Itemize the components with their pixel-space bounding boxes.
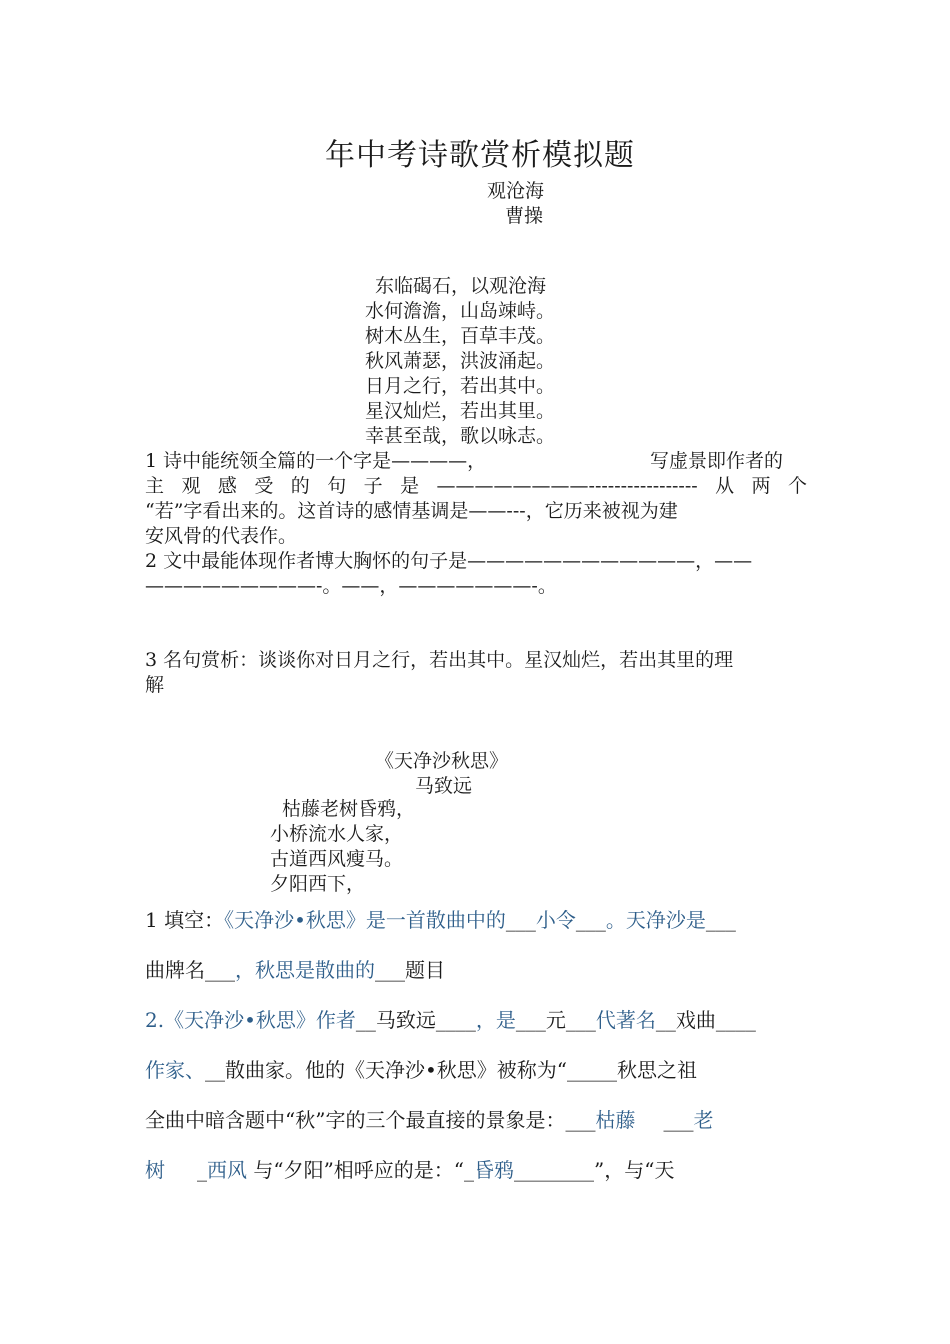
fill-text: 代著名 [595, 1008, 656, 1032]
poem-title: 观沧海 [487, 180, 545, 202]
question-1-line: 主观感受的句子是————————-----------------从两个 [145, 475, 807, 497]
fill-row-3 [145, 1008, 807, 1034]
fill-blank: ___ [375, 958, 405, 982]
fill-blank: ___ [705, 908, 736, 932]
fill-text: 作家、 [145, 1058, 205, 1082]
question-1-text: 1 诗中能统领全篇的一个字是————， [145, 450, 487, 472]
fill-blank: ___ [565, 1008, 596, 1032]
fill-answer: 树 [145, 1158, 165, 1182]
fill-text: 。天净沙是 [605, 908, 706, 932]
question-3-line: 3 名句赏析：谈谈你对日月之行，若出其中。星汉灿烂，若出其里的理 [145, 649, 734, 671]
fill-blank: ________ [514, 1158, 595, 1182]
page-title: 年中考诗歌赏析模拟题 [325, 138, 635, 173]
fill-blank: ____ [715, 1008, 756, 1032]
fill-text: 全曲中暗含题中“秋”字的三个最直接的景象是： [145, 1108, 566, 1132]
fill-row-5 [145, 1108, 807, 1134]
fill-blank: ____ [435, 1008, 476, 1032]
poem2-line: 古道西风瘦马。 [270, 848, 404, 870]
question-2-line: 2 文中最能体现作者博大胸怀的句子是————————————，—— [145, 550, 753, 572]
poem-line: 东临碣石，以观沧海 [375, 275, 547, 297]
poem2-author: 马致远 [415, 775, 473, 797]
poem-line: 水何澹澹，山岛竦峙。 [365, 300, 556, 322]
fill-number: 2. [145, 1008, 165, 1032]
question-3-line: 解 [145, 674, 165, 696]
fill-row-2 [145, 958, 807, 984]
fill-row-6 [145, 1158, 807, 1184]
fill-blank: _ [464, 1158, 475, 1182]
fill-text: ”，与“天 [594, 1158, 675, 1182]
fill-blank: ___ [565, 1108, 596, 1132]
fill-text: 《天净沙•秋思》是一首散曲中的 [224, 908, 506, 932]
fill-answer: 枯藤 [595, 1108, 636, 1132]
fill-row-4 [145, 1058, 807, 1084]
question-1-line: 安风骨的代表作。 [145, 525, 298, 547]
fill-text: ，是 [475, 1008, 516, 1032]
fill-answer: 戏曲 [675, 1008, 716, 1032]
fill-blank: ___ [515, 1008, 546, 1032]
fill-text: 秋思之祖 [617, 1058, 698, 1082]
fill-blank: __ [205, 1058, 225, 1082]
question-1-line [145, 449, 807, 475]
fill-answer: 马致远 [375, 1008, 436, 1032]
fill-answer: 昏鸦 [474, 1158, 515, 1182]
poem-line: 秋风萧瑟，洪波涌起。 [365, 350, 556, 372]
fill-blank: _____ [567, 1058, 618, 1082]
fill-blank: __ [655, 1008, 676, 1032]
poem-line: 星汉灿烂，若出其里。 [365, 400, 556, 422]
fill-blank: ___ [575, 908, 606, 932]
poem-line: 树木丛生，百草丰茂。 [365, 325, 556, 347]
fill-text: 题目 [405, 958, 445, 982]
fill-row-1 [145, 908, 807, 934]
fill-answer: 西风 [207, 1158, 247, 1182]
fill-blank: _ [197, 1158, 207, 1182]
fill-answer: 元 [545, 1008, 566, 1032]
fill-text: 与“夕阳”相呼应的是：“ [253, 1158, 465, 1182]
fill-blank: ___ [505, 908, 536, 932]
fill-text: 《天净沙•秋思》作者 [164, 1008, 356, 1032]
question-1-line: “若”字看出来的。这首诗的感情基调是——---，它历来被视为建 [145, 500, 678, 522]
question-1-text: 写虚景即作者的 [650, 450, 784, 472]
fill-text: 1 填空： [145, 908, 225, 932]
fill-text: ，秋思是散曲的 [235, 958, 375, 982]
poem2-line: 小桥流水人家， [270, 823, 404, 845]
fill-answer: 老 [693, 1108, 714, 1132]
poem-author: 曹操 [505, 205, 544, 227]
fill-answer: 小令 [535, 908, 576, 932]
fill-answer: 散曲家。他的《天净沙•秋思》被称为“ [225, 1058, 568, 1082]
fill-blank: __ [355, 1008, 376, 1032]
poem2-line: 枯藤老树昏鸦， [282, 798, 416, 820]
fill-blank: ___ [663, 1108, 694, 1132]
poem2-line: 夕阳西下， [270, 873, 366, 895]
question-2-line: —————————-。——，———————-。 [145, 575, 557, 597]
fill-text: 曲牌名 [145, 958, 205, 982]
poem-line: 幸甚至哉，歌以咏志。 [365, 425, 556, 447]
fill-blank: ___ [205, 958, 235, 982]
poem-line: 日月之行，若出其中。 [365, 375, 556, 397]
poem2-title: 《天净沙秋思》 [375, 750, 509, 772]
